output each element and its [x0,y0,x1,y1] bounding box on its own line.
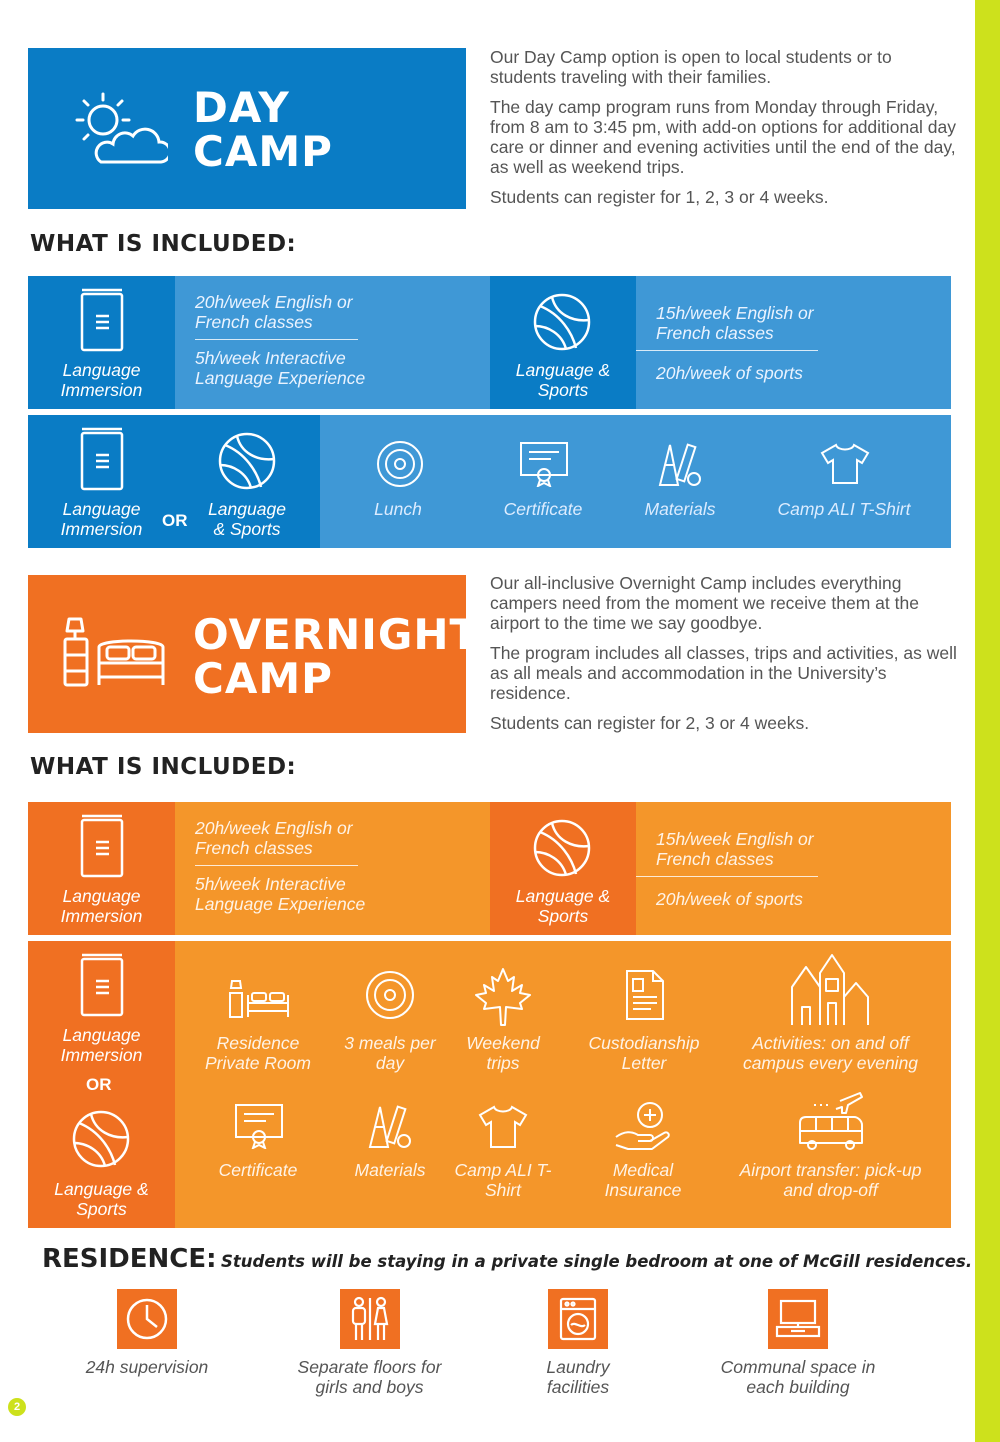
meal-plate-icon [364,969,416,1021]
day-included-row-2 [28,415,951,548]
materials-icon [656,439,702,489]
language-sports-label: Language & Sports [515,360,611,400]
language-immersion-label: Language Immersion [60,499,143,539]
section-heading: WHAT IS INCLUDED: [30,231,297,257]
residence-item-label: Communal space in each building [720,1357,876,1397]
residence-item-label: Separate floors for girls and boys [297,1357,442,1397]
ls-detail-sports: 20h/week of sports [656,889,803,909]
extra-lunch: Lunch [374,499,422,519]
language-immersion-label: Language Immersion [60,1025,143,1065]
extra-custodianship: Custodianship Letter [588,1033,700,1073]
tv-icon [768,1289,828,1349]
residence-item [708,1289,888,1397]
li-detail-classes: 20h/week English or French classes [195,818,353,858]
ls-detail-sports: 20h/week of sports [656,363,803,383]
campus-buildings-icon [788,953,872,1027]
book-icon [79,814,125,878]
extra-materials: Materials [354,1160,426,1180]
or-label: OR [162,511,188,530]
day-included-row-1 [28,276,951,409]
overnight-included-row-2 [28,941,951,1228]
residence-subtitle: Students will be staying in a private single bedroom at one of McGill residences. [220,1252,973,1271]
day-camp-banner [28,48,466,209]
residence-item [282,1289,457,1397]
page-edge-strip [975,0,1000,1442]
overnight-included-row-1 [28,802,951,935]
basketball-icon [532,818,592,878]
day-camp-intro [490,47,960,217]
intro-paragraph: Our all-inclusive Overnight Camp includes everything campers need from the moment we receive them at the airport to the time we say goodbye. [490,573,919,633]
overnight-camp-title: OVERNIGHT CAMP [193,610,480,703]
materials-icon [366,1101,412,1151]
book-icon [79,427,125,491]
boy-girl-icon [340,1289,400,1349]
li-detail-experience: 5h/week Interactive Language Experience [195,874,366,914]
lunch-plate-icon [375,439,425,489]
overnight-camp-intro [490,573,960,743]
medical-hand-icon [614,1101,672,1151]
residence-item [518,1289,638,1397]
extra-materials: Materials [644,499,716,519]
section-heading: WHAT IS INCLUDED: [30,754,297,780]
certificate-icon [519,441,569,487]
bed-nightstand-icon [228,979,290,1019]
language-sports-label: Language & Sports [54,1179,149,1219]
language-sports-label: Language & Sports [515,886,611,926]
residence-heading [42,1244,972,1274]
li-detail-experience: 5h/week Interactive Language Experience [195,348,366,388]
extra-tshirt: Camp ALI T-Shirt [454,1160,552,1200]
book-icon [79,953,125,1017]
intro-paragraph: Students can register for 1, 2, 3 or 4 weeks. [490,187,829,207]
intro-paragraph: The day camp program runs from Monday through Friday, from 8 am to 3:45 pm, with add-on options for additional day care or dinner and evening activities until the end of the day, as well as weekend trips. [490,97,956,177]
ls-detail-classes: 15h/week English or French classes [656,303,814,343]
tshirt-icon [818,443,872,485]
li-detail-classes: 20h/week English or French classes [195,292,353,332]
clock-icon [117,1289,177,1349]
extra-airport-transfer: Airport transfer: pick-up and drop-off [739,1160,922,1200]
or-label: OR [86,1075,112,1094]
residence-item-label: Laundry facilities [546,1357,610,1397]
maple-leaf-icon [474,967,532,1027]
letter-document-icon [625,969,665,1021]
language-immersion-label: Language Immersion [60,360,143,400]
intro-paragraph: Our Day Camp option is open to local students or to students traveling with their families. [490,47,892,87]
washing-machine-icon [548,1289,608,1349]
airport-shuttle-icon [796,1089,866,1151]
residence-item-label: 24h supervision [85,1357,209,1377]
intro-paragraph: Students can register for 2, 3 or 4 weeks. [490,713,810,733]
extra-tshirt: Camp ALI T-Shirt [777,499,911,519]
residence-item [72,1289,222,1377]
overnight-camp-banner [28,575,480,733]
extra-medical-insurance: Medical Insurance [604,1160,682,1200]
basketball-icon [532,292,592,352]
day-camp-title: DAY CAMP [193,83,333,176]
extra-weekend-trips: Weekend trips [466,1033,540,1073]
page-number: 2 [8,1398,26,1416]
tshirt-icon [476,1105,530,1149]
bed-nightstand-icon [63,617,168,694]
extra-certificate: Certificate [218,1160,298,1180]
sun-cloud-icon [63,90,168,175]
language-immersion-label: Language Immersion [60,886,143,926]
extra-activities: Activities: on and off campus every evening [742,1033,919,1073]
extra-residence-room: Residence Private Room [204,1033,311,1073]
certificate-icon [234,1103,284,1149]
extra-meals: 3 meals per day [344,1033,436,1073]
residence-title: RESIDENCE: [42,1244,217,1274]
basketball-icon [217,431,277,491]
extra-certificate: Certificate [503,499,583,519]
book-icon [79,288,125,352]
language-sports-label: Language & Sports [208,499,286,539]
basketball-icon [71,1109,131,1169]
intro-paragraph: The program includes all classes, trips and activities, as well as all meals and accommodation in the University’s residence. [490,643,957,703]
ls-detail-classes: 15h/week English or French classes [656,829,814,869]
